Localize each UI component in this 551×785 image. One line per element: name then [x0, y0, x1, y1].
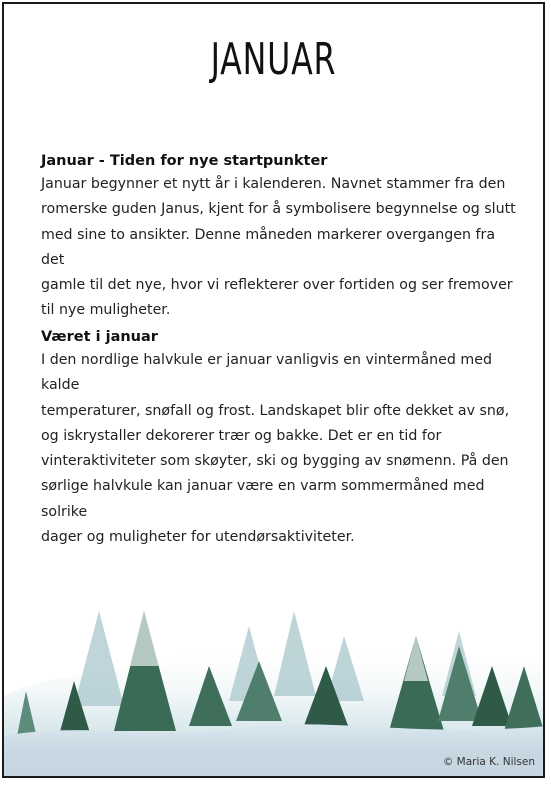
paragraph-line: vinteraktiviteter som skøyter, ski og bygging av snømenn. På den [41, 453, 509, 470]
paragraph-line: I den nordlige halvkule er januar vanligvis en vintermåned med kalde [41, 352, 492, 394]
winter-forest-illustration [4, 516, 545, 776]
paragraph-line: med sine to ansikter. Denne måneden markerer overgangen fra det [41, 226, 496, 268]
paragraph-line: gamle til det nye, hvor vi reflekterer over fortiden og ser fremover [41, 277, 513, 294]
paragraph-line: til nye muligheter. [41, 302, 171, 319]
page-frame [2, 2, 545, 778]
section-paragraph [41, 172, 521, 324]
paragraph-line: dager og muligheter for utendørsaktiviteter. [41, 529, 355, 546]
paragraph-line: romerske guden Janus, kjent for å symbolisere begynnelse og slutt [41, 201, 516, 218]
page-title: JANUAR [210, 34, 337, 85]
section-heading: Januar - Tiden for nye startpunkter [41, 153, 328, 169]
section-heading: Været i januar [41, 329, 158, 345]
section-january-new-beginnings [41, 150, 521, 324]
paragraph-line: Januar begynner et nytt år i kalenderen. Navnet stammer fra den [41, 176, 506, 192]
copyright-text: © Maria K. Nilsen [442, 756, 535, 768]
paragraph-line: sørlige halvkule kan januar være en varm sommermåned med solrike [41, 478, 485, 520]
paragraph-line: og iskrystaller dekorerer trær og bakke. Det er en tid for [41, 427, 442, 444]
paragraph-line: temperaturer, snøfall og frost. Landskapet blir ofte dekket av snø, [41, 402, 510, 419]
